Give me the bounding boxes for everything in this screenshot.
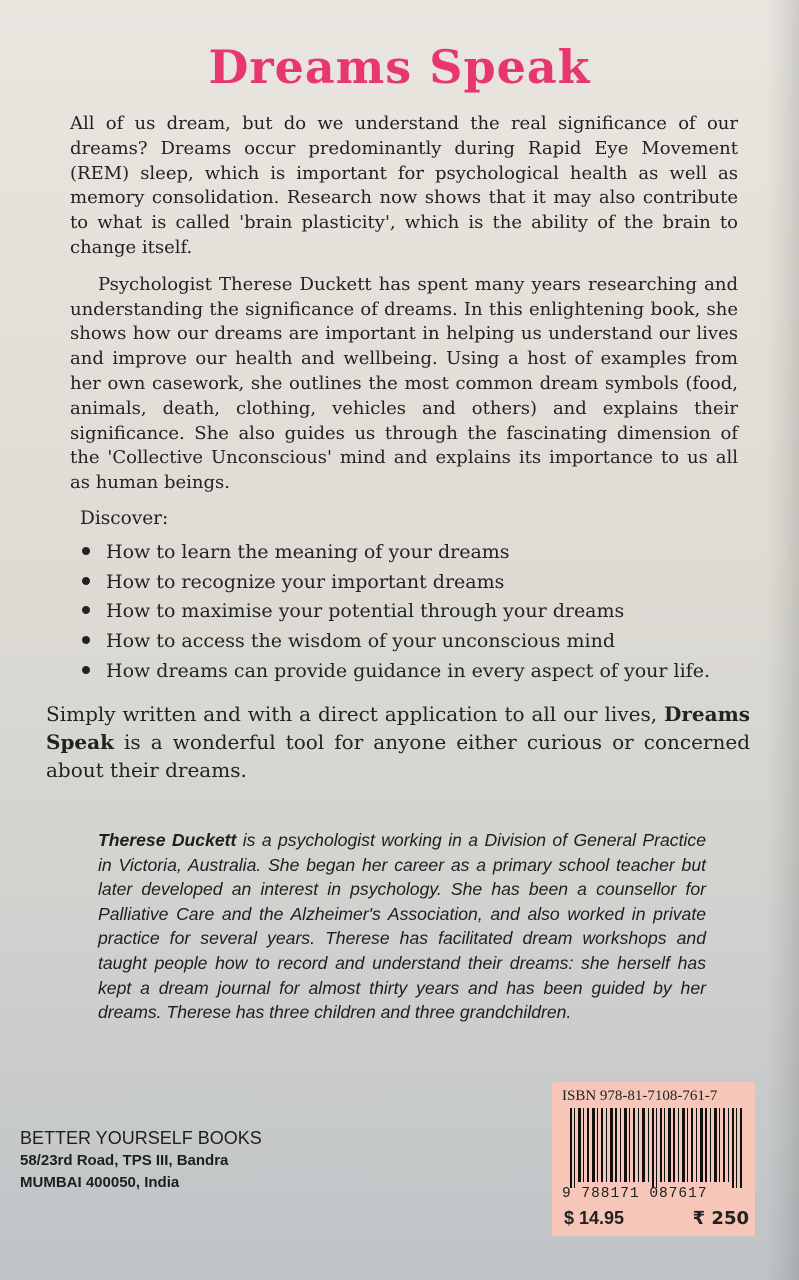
discover-list [82, 538, 710, 686]
bullet-icon [82, 666, 90, 674]
barcode-sticker [552, 1082, 755, 1236]
list-item [82, 568, 710, 598]
list-item [82, 538, 710, 568]
publisher-address-line-2: MUMBAI 400050, India [20, 1174, 180, 1191]
list-item-text: How to maximise your potential through your dreams [106, 600, 625, 623]
discover-label: Discover: [80, 508, 169, 529]
publisher-address-line-1: 58/23rd Road, TPS III, Bandra [20, 1152, 229, 1169]
page-edge-shadow [765, 0, 799, 1280]
blurb-paragraph-2: Psychologist Therese Duckett has spent many years researching and understanding the significance of dreams. In this enlightening book, she shows how our dreams are important in helping us understand our lives and improve our health and wellbeing. Using a host of examples from her own casework, she outlines the most common dream symbols (food, animals, death, clothing, vehicles and others) and explains their significance. She also guides us through the fascinating dimension of the 'Collective Unconscious' mind and explains its importance to us all as human beings. [70, 273, 738, 494]
isbn-text: ISBN 978-81-7108-761-7 [562, 1088, 718, 1104]
blurb-paragraph-1: All of us dream, but do we understand the real significance of our dreams? Dreams occur predominantly during Rapid Eye Movement (REM) sleep, which is important for psychological health as well as memory consolidation. Research now shows that it may also contribute to what is called 'brain plasticity', which is the ability of the brain to change itself. [70, 113, 738, 258]
author-name: Therese Duckett [98, 830, 237, 850]
closing-book-name: Dreams Speak [46, 702, 750, 754]
price-usd: $ 14.95 [564, 1208, 625, 1228]
blurb [70, 112, 738, 508]
publisher-block [20, 1126, 262, 1194]
list-item [82, 627, 710, 657]
bullet-icon [82, 547, 90, 555]
bullet-icon [82, 636, 90, 644]
closing-intro: Simply written and with a direct application to all our lives, [46, 702, 658, 726]
barcode-icon [566, 1108, 746, 1188]
author-bio-text: is a psychologist working in a Division of General Practice in Victoria, Australia. She began her career as a primary school teacher but later developed an interest in psychology. She has been a counsellor for Palliative Care and the Alzheimer's Association, and also worked in private practice for several years. Therese has facilitated dream workshops and taught people how to record and understand their dreams: she herself has kept a dream journal for almost thirty years and has been guided by her dreams. Therese has three children and three grandchildren. [98, 830, 706, 1023]
book-title: Dreams Speak [208, 40, 591, 94]
closing-paragraph [46, 700, 750, 784]
list-item-text: How dreams can provide guidance in every aspect of your life. [106, 659, 710, 682]
list-item [82, 657, 710, 687]
list-item-text: How to access the wisdom of your unconscious mind [106, 630, 615, 653]
list-item [82, 597, 710, 627]
price-inr: ₹ 250 [692, 1208, 749, 1229]
list-item-text: How to learn the meaning of your dreams [106, 541, 510, 563]
bullet-icon [82, 606, 90, 614]
closing-rest: is a wonderful tool for anyone either curious or concerned about their dreams. [46, 730, 750, 782]
author-bio [98, 828, 706, 1025]
bullet-icon [82, 577, 90, 585]
barcode-digits: 9 788171 087617 [562, 1186, 708, 1202]
list-item-text: How to recognize your important dreams [106, 570, 505, 593]
publisher-name: BETTER YOURSELF BOOKS [20, 1128, 262, 1148]
